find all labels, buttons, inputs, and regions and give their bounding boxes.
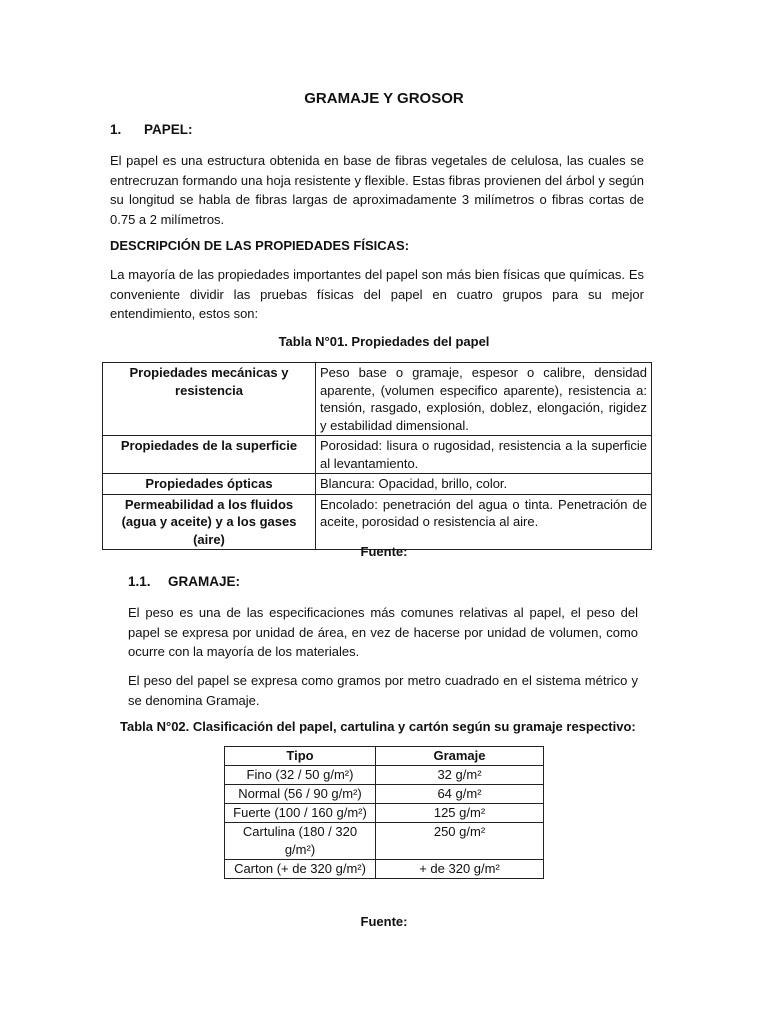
table-row — [103, 474, 652, 495]
table-row — [225, 823, 544, 860]
table2-source: Fuente: — [360, 914, 408, 929]
paragraph-gramaje-definition: El peso del papel se expresa como gramos por metro cuadrado en el sistema métrico y se denomina Gramaje. — [128, 673, 638, 708]
table-row — [225, 804, 544, 823]
table-row — [103, 494, 652, 550]
table-row — [225, 860, 544, 879]
section-heading-gramaje — [128, 574, 240, 589]
table1-caption: Tabla N°01. Propiedades del papel — [278, 334, 490, 349]
section-number: 1.1. — [128, 574, 151, 589]
gramaje-cell: 32 g/m² — [376, 766, 544, 785]
gramaje-cell: + de 320 g/m² — [376, 860, 544, 879]
table2-caption: Tabla N°02. Clasificación del papel, cartulina y cartón según su gramaje respectivo: — [120, 719, 636, 734]
property-name: Propiedades mecánicas y resistencia — [103, 363, 316, 436]
property-description: Porosidad: lisura o rugosidad, resistencia a la superficie al levantamiento. — [316, 436, 652, 474]
tipo-cell: Carton (+ de 320 g/m²) — [225, 860, 376, 879]
gramaje-cell: 125 g/m² — [376, 804, 544, 823]
section-heading-papel — [110, 122, 193, 137]
table-row — [103, 363, 652, 436]
gramaje-cell: 64 g/m² — [376, 785, 544, 804]
table-header-row — [225, 747, 544, 766]
paragraph-weight-spec: El peso es una de las especificaciones más comunes relativas al papel, el peso del papel se expresa por unidad de área, en vez de hacerse por unidad de volumen, como ocurre con la mayoría de los materiales. — [128, 605, 638, 659]
tipo-cell: Fino (32 / 50 g/m²) — [225, 766, 376, 785]
property-description: Blancura: Opacidad, brillo, color. — [316, 474, 652, 495]
property-name: Propiedades de la superficie — [103, 436, 316, 474]
table-row — [225, 785, 544, 804]
column-header-gramaje: Gramaje — [376, 747, 544, 766]
page-title: GRAMAJE Y GROSOR — [304, 90, 464, 107]
property-name: Permeabilidad a los fluidos (agua y aceite) y a los gases (aire) — [103, 494, 316, 550]
section-number: 1. — [110, 122, 122, 137]
property-description: Encolado: penetración del agua o tinta. Penetración de aceite, porosidad o resistencia al aire. — [316, 494, 652, 550]
property-name: Propiedades ópticas — [103, 474, 316, 495]
gramaje-cell: 250 g/m² — [376, 823, 544, 860]
tipo-cell: Normal (56 / 90 g/m²) — [225, 785, 376, 804]
section-title: GRAMAJE: — [168, 574, 241, 589]
tipo-cell: Cartulina (180 / 320 g/m²) — [225, 823, 376, 860]
subheading-physical-properties: DESCRIPCIÓN DE LAS PROPIEDADES FÍSICAS: — [110, 238, 410, 253]
table-row — [103, 436, 652, 474]
column-header-tipo: Tipo — [225, 747, 376, 766]
paragraph-papel-definition: El papel es una estructura obtenida en base de fibras vegetales de celulosa, las cuales se entrecruzan formando una hoja resistente y flexible. Estas fibras provienen del árbol y según su longitud se habla de fibras largas de aproximadamente 3 milímetros o fibras cortas de 0.75 a 2 milímetros. — [110, 153, 644, 227]
table1-source: Fuente: — [360, 544, 408, 559]
properties-table — [102, 362, 652, 550]
paragraph-physical-properties: La mayoría de las propiedades importantes del papel son más bien físicas que químicas. Es conveniente dividir las pruebas físicas del papel en cuatro grupos para su mejor entendimiento, estos son: — [110, 267, 644, 321]
property-description: Peso base o gramaje, espesor o calibre, densidad aparente, (volumen especifico aparente), resistencia a: tensión, rasgado, explosión, doblez, elongación, rigidez y estabilidad dimensional. — [316, 363, 652, 436]
section-title: PAPEL: — [144, 122, 193, 137]
gramaje-table — [224, 746, 544, 879]
tipo-cell: Fuerte (100 / 160 g/m²) — [225, 804, 376, 823]
table-row — [225, 766, 544, 785]
